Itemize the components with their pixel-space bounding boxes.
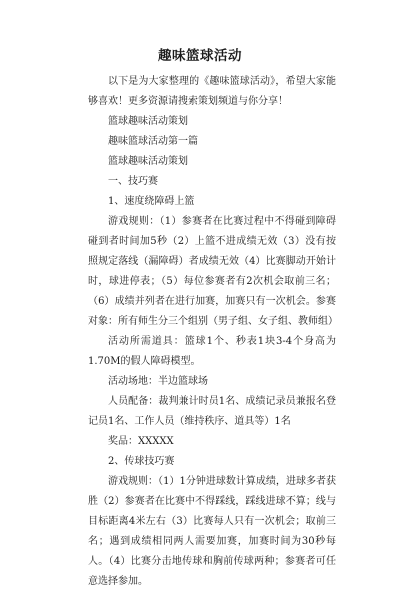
document-title: 趣味篮球活动 [158, 48, 242, 64]
staff-paragraph: 人员配备：裁判兼计时员1名、成绩记录员兼报名登记员1名、工作人员（维持秩序、道具等）1名 [88, 396, 336, 427]
intro-paragraph: 以下是为大家整理的《趣味篮球活动》，希望大家能够喜欢！更多资源请搜索策划频道与你分享！ [88, 76, 336, 107]
section-heading: 一、技巧赛 [108, 176, 158, 187]
paragraph-heading: 篮球趣味活动策划 [108, 116, 188, 127]
prize-paragraph: 奖品：XXXXX [108, 436, 174, 447]
subsection-heading: 1、速度绕障碍上篮 [108, 196, 195, 207]
document-body [88, 72, 336, 592]
subsection-heading: 2、传球技巧赛 [108, 456, 175, 467]
props-paragraph: 活动所需道具：篮球1个、秒表1块3-4个身高为1.70M的假人障碍模型。 [88, 336, 336, 367]
paragraph-heading: 趣味篮球活动第一篇 [108, 136, 198, 147]
venue-paragraph: 活动场地：半边篮球场 [108, 376, 208, 387]
rules-paragraph: 游戏规则：（1）1分钟进球数计算成绩，进球多者获胜（2）参赛者在比赛中不得踩线，踩线进球不算；线与目标距离4米左右（3）比赛每人只有一次机会；取前三名；遇到成绩相同两人需要加赛，加赛时间为30秒每人。（4）比赛分击地传球和胸前传球两种；参赛者可任意选择参加。 [88, 476, 336, 587]
paragraph-heading: 篮球趣味活动策划 [108, 156, 188, 167]
rules-paragraph: 游戏规则：（1）参赛者在比赛过程中不得碰到障碍碰到者时间加5秒（2）上篮不进成绩无效（3）没有按照规定落线（漏障碍）者成绩无效（4）比赛脚动开始计时，球进停表；（5）每位参赛者有2次机会取前三名；（6）成绩并列者在进行加赛，加赛只有一次机会。参赛对象：所有师生分三个组别（男子组、女子组、教师组） [88, 216, 338, 327]
